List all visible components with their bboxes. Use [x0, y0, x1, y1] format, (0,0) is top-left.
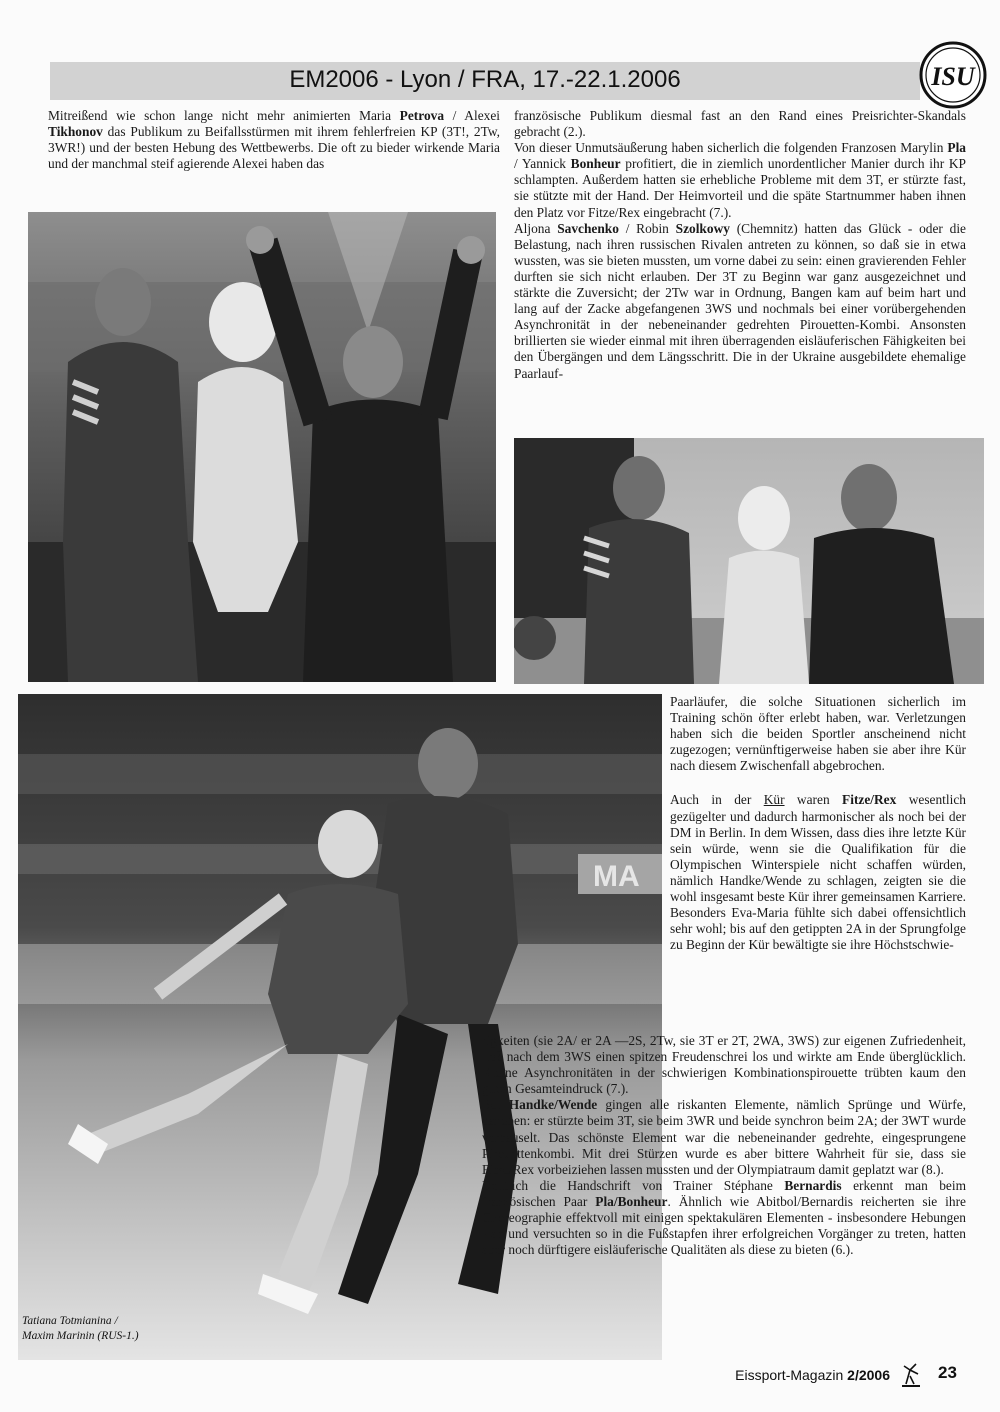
- page-number: 23: [938, 1363, 957, 1382]
- photo-celebration-stage: [28, 212, 496, 682]
- footer-magazine: Eissport-Magazin 2/2006: [735, 1367, 890, 1383]
- header-band: [50, 62, 920, 100]
- photo-kiss-and-cry: [514, 438, 984, 684]
- skater-icon: [898, 1360, 924, 1390]
- isu-logo: [918, 40, 988, 110]
- photo-pair-skating: [18, 694, 662, 1360]
- left-intro-text: Mitreißend wie schon lange nicht mehr animierten Maria Petrova / Alexei Tikhonov das Publikum zu Beifallsstürmen mit ihrem fehlerfreien KP (3T!, 2Tw, 3WR!) und der besten Hebung des Wettbewerbs. Die oft zu bieder wirkende Maria und der manchmal steif agierende Alexei haben das: [48, 108, 500, 172]
- right-column-text: französische Publikum diesmal fast an den Rand eines Preisrichter-Skandals gebracht (2.). Von dieser Unmutsäußerung haben sicherlich die folgenden Franzosen Marylin Pla / Yannick Bonheur profitiert, die in ziemlich unordentlicher Manier durch ihr KP schlampten. Außerdem hatten sie erhebliche Probleme mit dem 3T, er stürzte fast, sie stützte mit der Hand. Der Heimvorteil und die späte Startnummer haben ihnen den Platz vor Fitze/Rex eingebracht (7.). Aljona Savchenko / Robin Szolkowy (Chemnitz) hatten das Glück - oder die Belastung, nach ihren russischen Rivalen antreten zu können, so daß sie in etwa wussten, was sie bieten mussten, um vorne dabei zu sein: einen gravierenden Fehler durften sie sich nicht erlauben. Der 3T zu Beginn war ganz ausgezeichnet und stärkte die Zuversicht; der 2Tw war in Ordnung, Bangen kam auf beim hart und lang auf der Zacke abgefangenen 3WS und nochmals bei einer vorübergehenden Asynchronität in der nebeneinander gedrehten Pirouetten-Kombi. Ansonsten brillierten sie wieder einmal mit ihren überragenden eisläuferischen Fähigkeiten bei den Übergängen und dem Längsschritt. Die in der Ukraine ausgebildete ehemalige Paarlauf-: [514, 108, 966, 381]
- photo-caption: Tatiana Totmianina / Maxim Marinin (RUS-1.): [22, 1315, 139, 1342]
- bottom-right-text: rigkeiten (sie 2A/ er 2A —2S, 2Tw, sie 3T er 2T, 2WA, 3WS) zur eigenen Zufriedenheit, ließ nach dem 3WS einen spitzen Freudenschrei los und wirkte am Ende überglücklich. Kleine Asynchronitäten in der schwierigen Kombinationspirouette trübten kaum den guten Gesamteindruck (7.). Bei Handke/Wende gingen alle riskanten Elemente, nämlich Sprünge und Würfe, daneben: er stürzte beim 3T, sie beim 3WR und beide synchron beim 2A; der 3WT wurde verbauselt. Das schönste Element war die nebeneinander gedrehte, eingesprungene Pirouettenkombi. Mit drei Stürzen wurde es aber bittere Wahrheit für sie, dass sie Fitze/Rex vorbeiziehen lassen mussten und der Olympiatraum damit geplatzt war (8.). Deutlich die Handschrift von Trainer Stéphane Bernardis erkennt man beim französischen Paar Pla/Bonheur. Ähnlich wie Abitbol/Bernardis reicherten sie ihre Choreographie effektvoll mit einigen spektakulären Elementen - insbesondere Hebungen - an und versuchten so in die Fußstapfen ihrer erfolgreichen Vorgänger zu treten, hatten aber noch dürftigere eisläuferische Qualitäten als diese zu bieten (6.).: [482, 1033, 966, 1258]
- page-title: EM2006 - Lyon / FRA, 17.-22.1.2006: [289, 66, 681, 93]
- mid-right-text: Paarläufer, die solche Situationen sicherlich im Training schön öfter erlebt haben, war. Verletzungen haben sich die beiden Sportler anscheinend nicht zugezogen; vernünftigerweise haben sie aber ihre Kür nach diesem Zwischenfall abgebrochen. Auch in der Kür waren Fitze/Rex wesentlich gezügelter und dadurch harmonischer als noch bei der DM in Berlin. In dem Wissen, dass dies ihre letzte Kür sein würde, wenn sie die Qualifikation für die Olympischen Winterspiele nicht schaffen würden, nämlich Handke/Wende zu schlagen, zeigten sie die wohl insgesamt beste Kür ihrer gemeinsamen Karriere. Besonders Eva-Maria fühlte sich dabei offensichtlich sehr wohl; bis auf den getippten 2A in der Sprungfolge zu Beginn der Kür bewältigte sie ihre Höchstschwie-: [670, 694, 966, 953]
- isu-logo-letters: ISU: [931, 62, 975, 91]
- photo-banner-text: MA: [593, 860, 640, 893]
